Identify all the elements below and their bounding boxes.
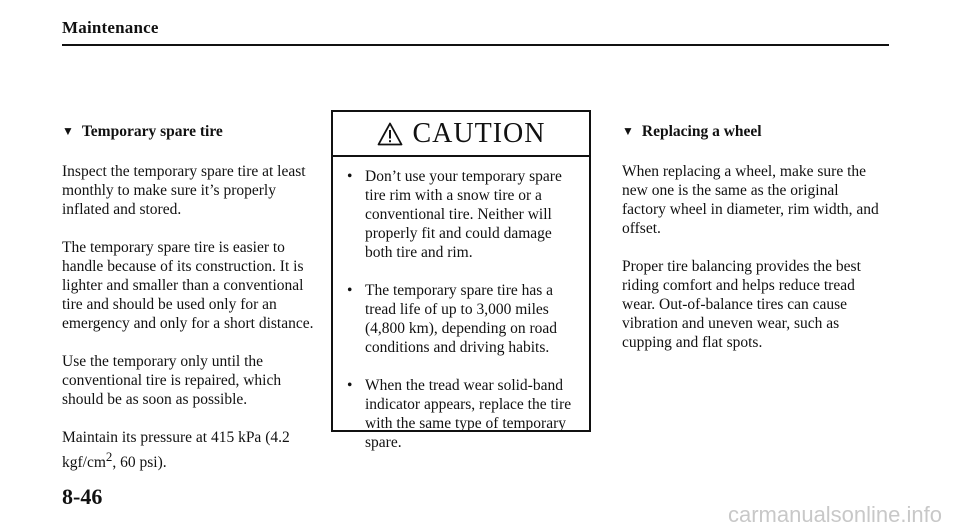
paragraph: Proper tire balancing provides the best riding comfort and helps reduce tread wear. Out-of-balance tires can cause vibration and uneven wear, such as cupping and flat spots. bbox=[622, 258, 861, 351]
watermark: carmanualsonline.info bbox=[727, 502, 942, 527]
left-column bbox=[62, 122, 324, 472]
pressure-tail: , 60 psi). bbox=[112, 454, 167, 472]
paragraph: Inspect the temporary spare tire at least monthly to make sure it’s properly inflated and stored. bbox=[62, 163, 306, 218]
pressure-paragraph bbox=[62, 428, 324, 472]
caution-box bbox=[331, 110, 591, 451]
caution-item-text: Don’t use your temporary spare tire rim with a snow tire or a conventional tire. Neither will properly fit and could damage both tire and rim. bbox=[365, 168, 562, 261]
caution-title: CAUTION bbox=[412, 117, 546, 149]
header-divider bbox=[62, 44, 889, 46]
warning-triangle-icon bbox=[377, 122, 403, 146]
bullet-icon bbox=[347, 376, 353, 452]
paragraph: Use the temporary only until the conventional tire is repaired, which should be as soon as possible. bbox=[62, 353, 282, 408]
section-header: Maintenance bbox=[62, 18, 159, 37]
right-column bbox=[622, 122, 884, 352]
paragraph: The temporary spare tire is easier to handle because of its construction. It is lighter and smaller than a conventional tire and should be used only for an emergency and only for a short distance. bbox=[62, 239, 314, 332]
caution-item-text: The temporary spare tire has a tread life of up to 3,000 miles (4,800 km), depending on road conditions and driving habits. bbox=[365, 282, 557, 356]
caution-item-text: When the tread wear solid-band indicator appears, replace the tire with the same type of temporary spare. bbox=[365, 377, 572, 451]
heading-text: Replacing a wheel bbox=[641, 123, 762, 140]
caution-item bbox=[347, 167, 577, 262]
caution-list bbox=[333, 157, 589, 452]
paragraph: When replacing a wheel, make sure the new one is the same as the original factory wheel in diameter, rim width, and offset. bbox=[622, 163, 879, 237]
replacing-a-wheel-heading bbox=[622, 122, 884, 141]
triangle-down-icon: ▼ bbox=[62, 124, 74, 138]
caution-item bbox=[347, 376, 577, 452]
superscript: 2 bbox=[105, 449, 113, 464]
pressure-text: Maintain its pressure at 415 kPa (4.2 kgf/cm bbox=[62, 429, 290, 472]
temporary-spare-tire-heading bbox=[62, 122, 324, 141]
bullet-icon bbox=[347, 281, 353, 357]
heading-text: Temporary spare tire bbox=[81, 123, 223, 140]
caution-item bbox=[347, 281, 577, 357]
bullet-icon bbox=[347, 167, 353, 262]
caution-header bbox=[333, 112, 589, 157]
page-number: 8-46 bbox=[62, 484, 103, 509]
triangle-down-icon: ▼ bbox=[622, 124, 634, 138]
